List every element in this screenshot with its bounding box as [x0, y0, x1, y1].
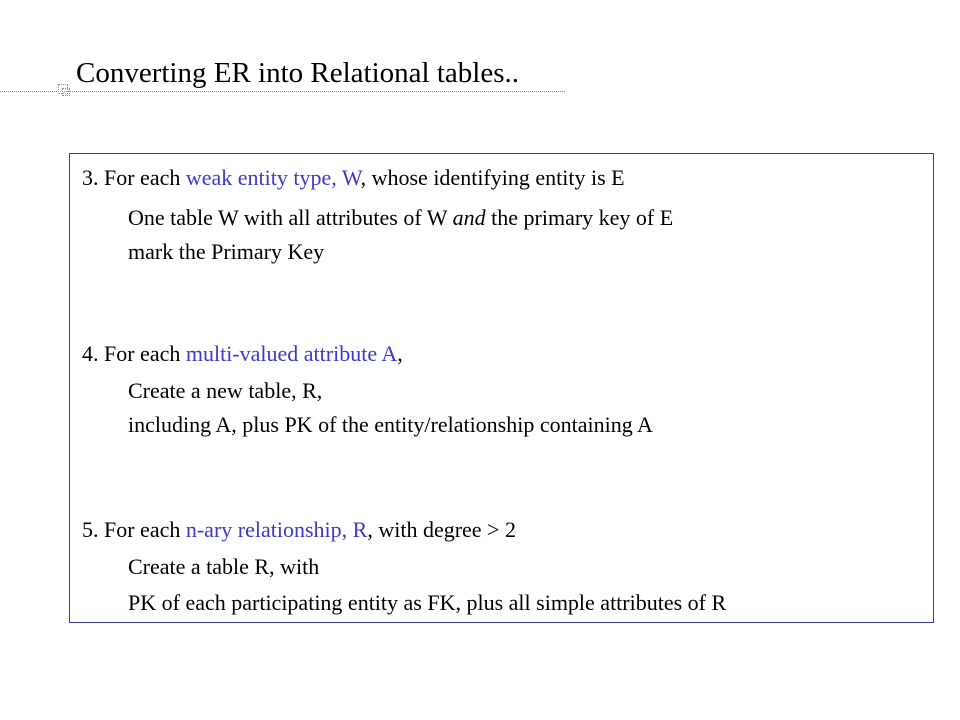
- section-5-highlight: n-ary relationship, R: [185, 517, 368, 542]
- section-3-line-1-pre: One table W with all attributes of W: [128, 205, 453, 230]
- section-5-number: 5. For each: [82, 517, 186, 542]
- section-3-line-1-em: and: [452, 205, 486, 230]
- slide-title: Converting ER into Relational tables..: [76, 57, 519, 89]
- divider-marker-inner: [62, 88, 70, 96]
- section-4-heading: [82, 341, 403, 367]
- section-3-number: 3. For each: [82, 165, 186, 190]
- section-3-rest: , whose identifying entity is E: [360, 165, 625, 190]
- section-4-line-1: Create a new table, R,: [128, 378, 323, 403]
- section-5-heading: [82, 517, 516, 543]
- section-4-number: 4. For each: [82, 341, 186, 366]
- section-3-line-2: mark the Primary Key: [128, 239, 325, 264]
- section-4-line-2: including A, plus PK of the entity/relationship containing A: [128, 412, 653, 437]
- section-4-highlight: multi-valued attribute A: [185, 341, 398, 366]
- title-divider: [0, 91, 565, 92]
- section-3-line-1-post: the primary key of E: [485, 205, 674, 230]
- section-5-rest: , with degree > 2: [367, 517, 516, 542]
- section-3-highlight: weak entity type, W: [185, 165, 361, 190]
- section-4-rest: ,: [397, 341, 403, 366]
- section-3-heading: [82, 165, 625, 191]
- section-5-line-1: Create a table R, with: [128, 554, 320, 579]
- section-3-line-1: [128, 205, 673, 231]
- section-5-line-2: PK of each participating entity as FK, plus all simple attributes of R: [128, 590, 727, 615]
